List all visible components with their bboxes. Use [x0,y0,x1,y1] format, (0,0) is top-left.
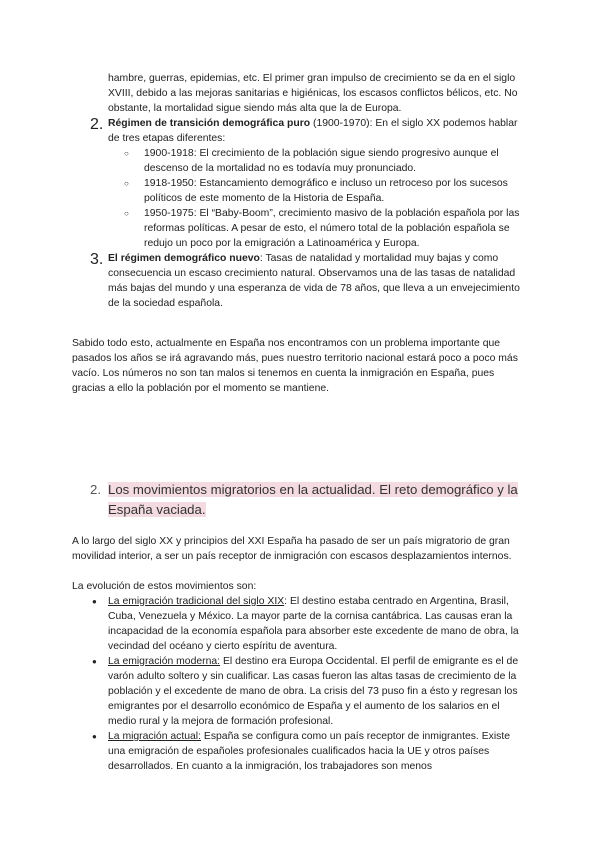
list-item: ● La emigración tradicional del siglo XIX: El destino estaba centrado en Argentina, Brasil, Cuba, Venezuela y México. La mayor parte de la cornisa cantábrica. Las causas eran la incapacidad de la economía española para absorber este excedente de mano de obra, la vecindad del océano y cierto espíritu de aventura. [90,594,530,654]
list-item-label: La emigración moderna: [108,656,221,667]
list-item: ○ 1950-1975: El “Baby-Boom”, crecimiento masivo de la población española por las reformas políticas. A pesar de esto, el número total de la población española se redujo un poco por la emigración a Latinoamérica y Europa. [120,206,530,251]
heading-number: 2. [90,482,101,497]
evolution-label: La evolución de estos movimientos son: [72,581,257,592]
summary-paragraph: Sabido todo esto, actualmente en España nos encontramos con un problema importante que pasados los años se irá agravando más, pues nuestro territorio nacional estará poco a poco más vacío. Los números no son tan malos si tenemos en cuenta la inmigración en España, pues gracias a ello la población por el momento se mantiene. [72,338,518,394]
section-heading [90,480,530,520]
intro-paragraph: A lo largo del siglo XX y principios del XXI España ha pasado de ser un país migratorio de gran movilidad interior, a ser un país receptor de inmigración con escasos desplazamientos internos. [72,536,512,562]
heading-title: Los movimientos migratorios en la actualidad. El reto demográfico y la España vaciada. [108,482,518,517]
item-title: Régimen de transición demográfica puro [108,118,311,129]
list-number: 2. [90,116,104,133]
list-item: ○ 1900-1918: El crecimiento de la población sigue siendo progresivo aunque el descenso de la mortalidad no es todavía muy pronunciado. [120,146,530,176]
list-item-label: La emigración tradicional del siglo XIX [108,596,285,607]
list-item: ○ 1918-1950: Estancamiento demográfico e incluso un retroceso por los sucesos políticos de este momento de la Historia de España. [120,176,530,206]
continuation-paragraph: hambre, guerras, epidemias, etc. El primer gran impulso de crecimiento se da en el siglo XVIII, debido a las mejoras sanitarias e higiénicas, los escasos conflictos bélicos, etc. No obstante, la mortalidad sigue siendo más alta que la de Europa. [108,73,518,114]
list-item-text: El régimen demográfico nuevo: Tasas de natalidad y mortalidad muy bajas y como consecuencia un escaso crecimiento natural. Observamos una de las tasas de natalidad más bajas del mundo y una esperanza de vida de 78 años, que lleva a un envejecimiento de la sociedad española. [108,253,520,309]
list-item-3 [90,251,530,311]
migration-list [90,594,530,774]
list-item-text: Régimen de transición demográfica puro (1900-1970): En el siglo XX podemos hablar de tres etapas diferentes: [108,118,518,144]
list-item: ● La migración actual: España se configura como un país receptor de inmigrantes. Existe una emigración de españoles profesionales cualificados hacia la UE y otros países desarrollados. En cuanto a la inmigración, los trabajadores son menos [90,729,530,774]
list-number: 3. [90,251,104,268]
stages-list [120,146,530,251]
item-title: El régimen demográfico nuevo [108,253,260,264]
list-item-2 [90,116,530,251]
list-item-label: La migración actual: [108,731,201,742]
list-item: ● La emigración moderna: El destino era Europa Occidental. El perfil de emigrante es el de varón adulto soltero y sin cualificar. Las casas fueron las altas tasas de crecimiento de la población y el excedente de mano de obra. La crisis del 73 puso fin a ésto y regresan los emigrantes por el desarrollo económico de España y el aumento de los salarios en el medio rural y la mejora de formación profesional. [90,654,530,729]
